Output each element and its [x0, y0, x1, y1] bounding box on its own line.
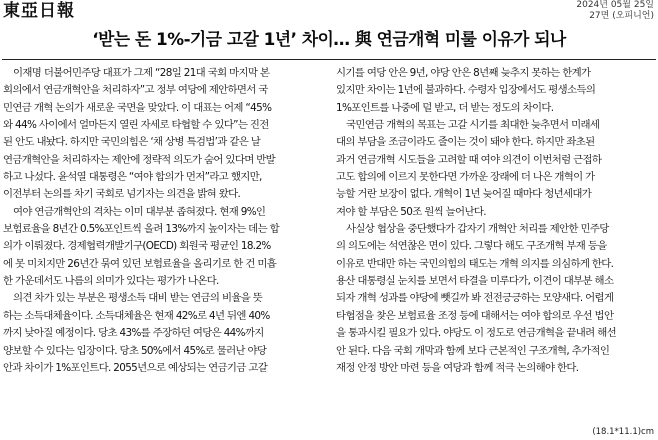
body-text-line: 하는 소득대체율이다. 소득대체율은 현재 42%로 4년 뒤엔 40% [3, 309, 270, 322]
editorial-headline: ‘받는 돈 1%-기금 고갈 1년’ 차이… 與 연금개혁 미룰 이유가 되나 [92, 30, 566, 50]
body-text-line: 와 44% 사이에서 얼마든지 열린 자세로 타협할 수 있다”는 진전 [3, 119, 269, 132]
body-text-line: 보험료율을 8년간 0.5%포인트씩 올려 13%까지 높이자는 데는 합 [3, 223, 279, 236]
body-text-line: 한 가운데서도 나름의 의미가 있다는 평가가 나온다. [3, 275, 219, 288]
newspaper-logo: 東亞日報 [3, 1, 75, 21]
body-text-line: 고도 합의에 이르지 못한다면 가까운 장래에 더 나은 개혁이 가 [336, 171, 595, 184]
body-text-line: 시기를 여당 안은 9년, 야당 안은 8년째 늦추지 못하는 한계가 [336, 67, 591, 79]
body-text-line: 1%포인트를 나중에 덜 받고, 더 받는 정도의 차이다. [336, 101, 554, 114]
right-column [336, 65, 658, 377]
article-size-credit: (18.1*11.1)cm [592, 427, 654, 437]
headline-divider [2, 59, 656, 60]
body-text-line: 의견 차가 있는 부분은 평생소득 대비 받는 연금의 비율을 뜻 [13, 292, 263, 305]
body-text-line: 있지만 차이는 1년에 불과하다. 수령자 입장에서도 평생소득의 [336, 84, 596, 97]
body-text-line: 되자 개혁 성과를 야당에 뺏길까 봐 전전긍긍하는 모양새다. 어렵게 [336, 292, 614, 305]
body-text-line: 재정 안정 방안 마련 등을 여당과 함께 적극 논의해야 한다. [336, 361, 579, 374]
body-text-line: 안과 차이가 1%포인트다. 2055년으로 예상되는 연금기금 고갈 [3, 361, 268, 374]
body-text-line: 민연금 개혁 논의가 새로운 국면을 맞았다. 이 대표는 어제 “45% [3, 101, 272, 114]
body-text-line: 사실상 협상을 중단했다가 갑자기 개혁안 처리를 제안한 민주당 [346, 223, 609, 236]
body-text-line: 회의에서 연금개혁안을 처리하자”고 정부 여당에 제안하면서 국 [3, 84, 268, 97]
masthead [0, 0, 658, 23]
left-column [3, 65, 325, 377]
body-text-line: 에 못 미치지만 26년간 묶여 있던 보험료율을 올리기로 한 건 미흡 [3, 257, 277, 270]
body-text-line: 용산 대통령실 눈치를 보면서 타결을 미루다가, 이견이 대부분 해소 [336, 275, 614, 288]
body-text-line: 양보할 수 있다는 입장이다. 당초 50%에서 45%로 물러난 야당 [3, 344, 267, 357]
publication-date: 2024년 05월 25일 [576, 0, 654, 10]
body-text-line: 과거 연금개혁 시도들을 고려할 때 여야 의견이 이번처럼 근접하 [336, 153, 602, 166]
body-text-line: 까지 낮아질 예정이다. 당초 43%를 주장하던 여당은 44%까지 [3, 327, 264, 340]
body-text-line: 이유로 반대만 하는 국민의힘의 태도는 개혁 의지를 의심하게 한다. [336, 257, 614, 270]
body-text-line: 연금개혁안을 처리하자는 제안에 정략적 의도가 숨어 있다며 반발 [3, 153, 276, 166]
body-text-line: 능할 거란 보장이 없다. 개혁이 1년 늦어질 때마다 청년세대가 [336, 188, 592, 201]
body-text-line: 져야 할 부담은 50조 원씩 늘어난다. [336, 205, 486, 218]
publication-info [576, 0, 654, 22]
body-text-line: 국민연금 개혁의 목표는 고갈 시기를 최대한 늦추면서 미래세 [346, 119, 600, 132]
body-text-line: 이재명 더불어민주당 대표가 그제 “28일 21대 국회 마지막 본 [13, 67, 270, 79]
body-text-line: 하고 나섰다. 윤석열 대통령은 “여야 합의가 먼저”라고 했지만, [3, 171, 262, 184]
body-text-line: 의가 이뤄졌다. 경제협력개발기구(OECD) 회원국 평균인 18.2% [3, 240, 271, 253]
body-text-line: 대의 부담을 조금이라도 줄이는 것이 돼야 한다. 하지만 좌초된 [336, 136, 595, 149]
body-text-line: 된 안도 내놨다. 하지만 국민의힘은 ‘채 상병 특검법’과 같은 날 [3, 136, 261, 149]
page-section: 27면 (오피니언) [589, 11, 654, 21]
body-text-line: 을 통과시킬 필요가 있다. 야당도 이 정도로 연금개혁을 끝내려 해선 [336, 327, 616, 340]
body-text-line: 안 된다. 다음 국회 개막과 함께 보다 근본적인 구조개혁, 추가적인 [336, 344, 610, 357]
body-text-line: 타협점을 찾은 보험료율 조정 등에 대해서는 여야 합의로 우선 법안 [336, 309, 614, 322]
body-text-line: 이전부터 논의를 차기 국회로 넘기자는 의견을 밝혀 왔다. [3, 188, 241, 201]
body-text-line: 의 의도에는 석연찮은 면이 있다. 그렇다 해도 구조개혁 부재 등을 [336, 240, 607, 253]
body-text-line: 여야 연금개혁안의 격차는 이미 대부분 좁혀졌다. 현재 9%인 [13, 205, 266, 218]
